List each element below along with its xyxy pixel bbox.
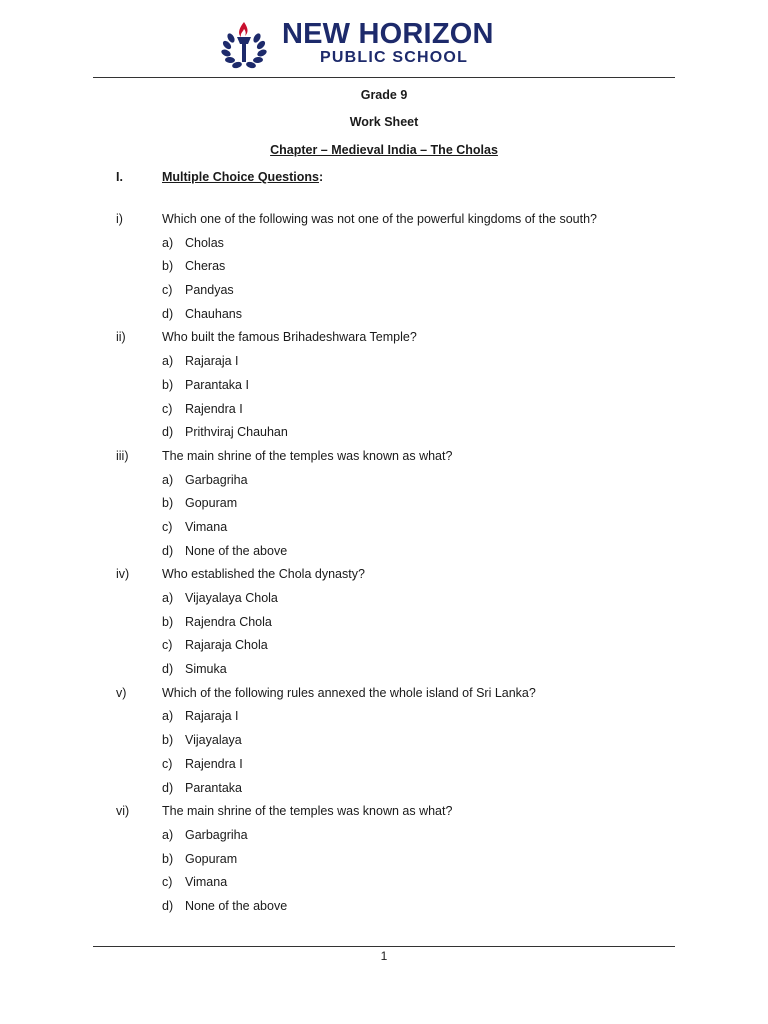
option-letter: c) [162,638,173,653]
question-text: Which one of the following was not one of the powerful kingdoms of the south? [162,212,597,226]
option-text: Parantaka [185,780,242,795]
section-number: I. [116,170,123,184]
option-text: Rajaraja I [185,354,239,369]
school-emblem-icon [214,20,274,72]
question-row [0,445,768,469]
option-row [0,634,768,658]
question-text: Which of the following rules annexed the whole island of Sri Lanka? [162,685,536,700]
option-letter: d) [162,662,174,677]
option-letter: c) [162,519,173,534]
question-row [0,326,768,350]
option-row [0,255,768,279]
option-letter: c) [162,875,173,890]
school-name: NEW HORIZON [282,18,494,50]
option-letter: b) [162,733,174,748]
option-row [0,777,768,801]
option-text: Pandyas [185,283,234,298]
question-number: ii) [116,330,126,345]
option-row [0,303,768,327]
question-number: i) [116,212,123,226]
option-row [0,824,768,848]
question-number: iii) [116,448,129,463]
question-row [0,800,768,824]
option-row [0,232,768,256]
option-text: Prithviraj Chauhan [185,425,288,440]
option-row [0,492,768,516]
option-row [0,421,768,445]
option-text: Rajendra Chola [185,614,272,629]
option-text: Rajendra I [185,756,243,771]
option-text: Vimana [185,519,228,534]
option-letter: b) [162,851,174,866]
option-letter: d) [162,780,174,795]
question-text: Who established the Chola dynasty? [162,567,365,582]
question-number: iv) [116,567,130,582]
question-number: v) [116,685,127,700]
option-row [0,516,768,540]
option-letter: b) [162,259,174,274]
option-row [0,587,768,611]
option-letter: a) [162,354,174,369]
option-text: Rajendra I [185,401,243,416]
option-text: Garbagriha [185,472,248,487]
question-row [0,208,768,232]
option-text: Cheras [185,259,226,274]
option-letter: d) [162,306,174,321]
option-letter: a) [162,709,174,724]
grade-heading: Grade 9 [360,88,408,102]
question-list [0,208,768,919]
option-text: Cholas [185,235,224,250]
section-suffix: : [318,170,324,184]
section-title: Multiple Choice Questions [162,170,319,184]
option-letter: c) [162,401,173,416]
option-row [0,658,768,682]
option-letter: d) [162,543,174,558]
option-row [0,540,768,564]
option-row [0,705,768,729]
chapter-heading [0,143,768,157]
option-row [0,753,768,777]
page-number: 1 [380,949,388,963]
option-text: Vimana [185,875,228,890]
option-text: Gopuram [185,851,238,866]
question-text: The main shrine of the temples was known as what? [162,804,453,819]
option-letter: b) [162,496,174,511]
option-text: None of the above [185,543,288,558]
chapter-title: Chapter – Medieval India – The Cholas [270,143,498,157]
option-row [0,374,768,398]
option-letter: c) [162,283,173,298]
option-row [0,398,768,422]
footer-divider [93,946,675,947]
question-text: Who built the famous Brihadeshwara Temple? [162,330,417,345]
option-letter: d) [162,898,174,913]
question-text: The main shrine of the temples was known as what? [162,448,453,463]
option-row [0,279,768,303]
option-text: Rajaraja Chola [185,638,268,653]
option-letter: b) [162,377,174,392]
header-divider [93,77,675,78]
option-text: Vijayalaya Chola [185,591,278,605]
worksheet-heading: Work Sheet [349,115,419,129]
option-letter: a) [162,827,174,842]
option-text: Chauhans [185,306,242,321]
school-header [0,14,768,74]
option-text: Rajaraja I [185,709,239,724]
section-heading [162,170,323,184]
option-row [0,871,768,895]
option-letter: b) [162,614,174,629]
option-row [0,848,768,872]
option-text: Garbagriha [185,827,248,842]
option-text: Gopuram [185,496,238,511]
option-letter: a) [162,591,174,605]
option-text: None of the above [185,898,288,913]
option-text: Parantaka I [185,377,249,392]
option-row [0,611,768,635]
option-letter: d) [162,425,174,440]
question-number: vi) [116,804,130,819]
option-text: Vijayalaya [185,733,242,748]
option-letter: c) [162,756,173,771]
option-letter: a) [162,472,174,487]
option-row [0,895,768,919]
question-row [0,563,768,587]
question-row [0,682,768,706]
option-text: Simuka [185,662,227,677]
option-row [0,350,768,374]
option-letter: a) [162,235,174,250]
option-row [0,729,768,753]
school-subtitle: PUBLIC SCHOOL [320,49,469,66]
option-row [0,469,768,493]
school-logo-text [282,18,542,66]
